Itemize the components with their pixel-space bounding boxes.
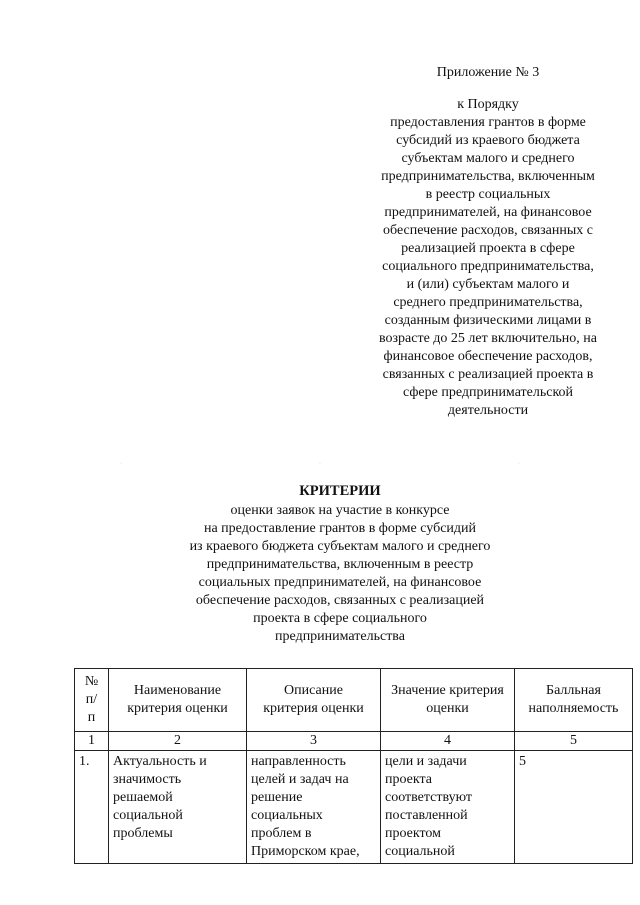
table-row [75,751,633,864]
appendix-line: деятельности [447,403,529,418]
table-header-row [75,669,633,732]
appendix-title: Приложение № 3 [436,65,540,80]
column-number: 5 [515,732,633,751]
appendix-line: финансовое обеспечение расходов, [383,349,593,364]
appendix-line: к Порядку [457,97,519,112]
table-column-numbers-row [75,732,633,751]
criteria-block [150,482,530,646]
column-number: 4 [381,732,515,751]
appendix-line: связанных с реализацией проекта в [382,367,594,382]
score-cell: 5 [515,751,633,864]
criteria-line: предпринимательства, включенным в реестр [206,557,474,572]
criterion-description-cell: направленность целей и задач на решение социальных проблем в Приморском крае, [247,751,381,864]
appendix-line: субъектам малого и среднего [401,151,575,166]
header-score: Балльная наполняемость [515,669,633,732]
criteria-line: обеспечение расходов, связанных с реализацией [195,593,485,608]
criterion-name-first-line: Актуальность и [113,754,207,769]
appendix-line: социального предпринимательства, [382,259,594,274]
appendix-line: реализацией проекта в сфере [401,241,575,256]
dot: · [120,461,122,467]
criteria-line: социальных предпринимателей, на финансовое [198,575,482,590]
dot: · [518,461,520,467]
criterion-name-cell: Актуальность и значимость решаемой социальной проблемы [109,751,247,864]
column-number: 2 [109,732,247,751]
criteria-line: на предоставление грантов в форме субсидий [203,521,477,536]
appendix-line: среднего предпринимательства, [393,295,583,310]
scan-artifact-dots [120,455,520,473]
appendix-line: предпринимательства, включенным [381,169,595,184]
appendix-line: обеспечение расходов, связанных с [383,223,593,238]
appendix-block [360,64,616,420]
column-number: 3 [247,732,381,751]
criteria-line: из краевого бюджета субъектам малого и среднего [189,539,491,554]
appendix-line: возрасте до 25 лет включительно, на [378,331,597,346]
criterion-value-cell: цели и задачи проекта соответствуют поставленной проектом социальной [381,751,515,864]
criteria-line: предпринимательства [275,629,405,644]
header-criterion-name: Наименование критерия оценки [109,669,247,732]
appendix-line: и (или) субъектам малого и [406,277,570,292]
criteria-line: проекта в сфере социального [253,611,427,626]
column-number: 1 [75,732,109,751]
dot: · [319,461,321,467]
criteria-heading: КРИТЕРИИ [299,483,381,499]
criteria-table [74,668,633,864]
appendix-line: сфере предпринимательской [402,385,574,400]
appendix-line: в реестр социальных [425,187,551,202]
header-criterion-description: Описание критерия оценки [247,669,381,732]
header-criterion-value: Значение критерия оценки [381,669,515,732]
header-number: № п/ п [75,669,109,732]
appendix-line: предпринимателей, на финансовое [384,205,592,220]
row-number: 1. [75,751,109,864]
appendix-line: субсидий из краевого бюджета [396,133,580,148]
appendix-line: созданным физическими лицами в [384,313,592,328]
appendix-line: предоставления грантов в форме [390,115,586,130]
criteria-line: оценки заявок на участие в конкурсе [230,503,450,518]
